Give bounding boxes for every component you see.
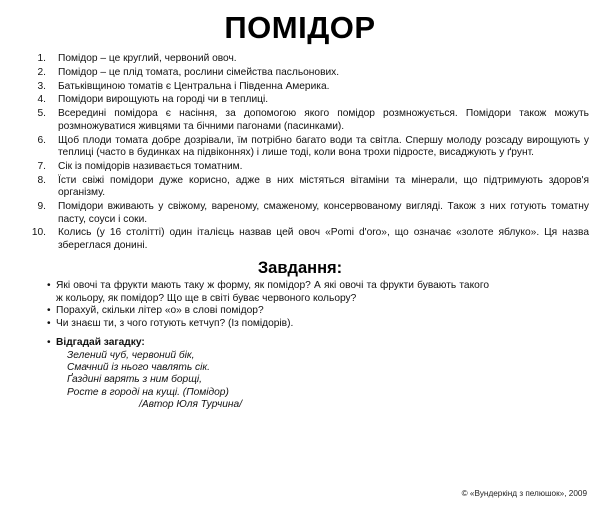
list-item-number: 6. [37,134,46,146]
list-item-number: 3. [37,80,46,92]
list-item-number: 4. [37,94,46,106]
riddle-label: Відгадай загадку: [56,336,145,348]
list-item [0,94,589,107]
list-item [0,161,589,174]
list-item-text: Сік із помідорів називається томатним. [58,160,243,172]
riddle-line: Смачний із нього чавлять сік. [67,362,211,374]
list-item-number: 7. [37,160,46,172]
list-item-number: 9. [37,201,46,213]
list-item-text: Колись (у 16 столітті) один італієць назвав цей овоч «Pomi d'oro», що означає «золоте яблуко». Ця назва збереглася донині. [58,227,589,251]
list-item [0,67,589,80]
riddle-line: Росте в городі на кущі. (Помідор) [67,386,229,398]
list-item [0,305,489,317]
page-title: ПОМІДОР [224,10,376,45]
list-item-text: Помідор – це круглий, червоний овоч. [58,53,237,64]
bullet-icon: • [47,305,51,317]
list-item-text: Помідори вирощують на городі чи в теплиці. [58,94,269,106]
list-item [0,318,489,330]
riddle-verse [0,350,600,412]
riddle-item [0,337,489,349]
list-item [0,81,589,94]
list-item-text: Помідор – це плід томата, рослини сімейства пасльонових. [58,66,340,78]
riddle-line: Ґаздині варять з ним борщі, [67,374,202,386]
copyright-footer: © «Вундеркінд з пелюшок», 2009 [461,489,587,498]
facts-list [0,53,600,253]
bullet-icon: • [47,318,51,330]
list-item [0,53,589,66]
list-item-text: Щоб плоди томата добре дозрівали, їм потрібно багато води та світла. Спершу молоду розсаду вирощують у теплиці (часто в будинках на підвіконнях) і лише тоді, коли вона трохи підросте, висаджують у ґрунт. [58,134,589,159]
list-item-number: 8. [37,174,46,186]
list-item [0,175,589,200]
list-item-text: Чи знаєш ти, з чого готують кетчуп? (Із помідорів). [56,318,294,330]
list-item-number: 1. [37,53,46,64]
bullet-icon: • [47,336,51,348]
tasks-list [0,280,600,349]
riddle-line: Зелений чуб, червоний бік, [67,349,195,361]
list-item [0,280,489,305]
list-item-text: Батьківщиною томатів є Центральна і Південна Америка. [58,80,330,92]
list-item-text: Всередині помідора є насіння, за допомогою якого помідор розмножується. Помідори також можуть розмножуватися живцями та бічними пагонами (пасинками). [58,108,589,132]
list-item [0,135,589,160]
list-item-number: 10. [31,227,46,239]
list-item-text: Які овочі та фрукти мають таку ж форму, як помідор? А які овочі та фрукти бувають такого ж кольору, як помідор? Що ще в світі буває червоного кольору? [56,280,489,304]
list-item [0,108,589,133]
riddle-author: /Автор Юля Турчина/ [139,399,243,411]
list-item-number: 2. [37,66,46,78]
list-item [0,201,589,226]
tasks-heading: Завдання: [257,258,343,277]
list-item [0,227,589,252]
bullet-icon: • [47,280,51,292]
list-item-number: 5. [37,108,46,120]
list-item-text: Порахуй, скільки літер «о» в слові помідор? [56,305,264,317]
list-item-text: Помідори вживають у свіжому, вареному, смаженому, консервованому вигляді. Також з них готують томатну пасту, соуси і соки. [58,201,589,225]
list-item-text: Їсти свіжі помідори дуже корисно, адже в них містяться вітаміни та мінерали, що підтримують здоров'я організму. [58,174,589,199]
